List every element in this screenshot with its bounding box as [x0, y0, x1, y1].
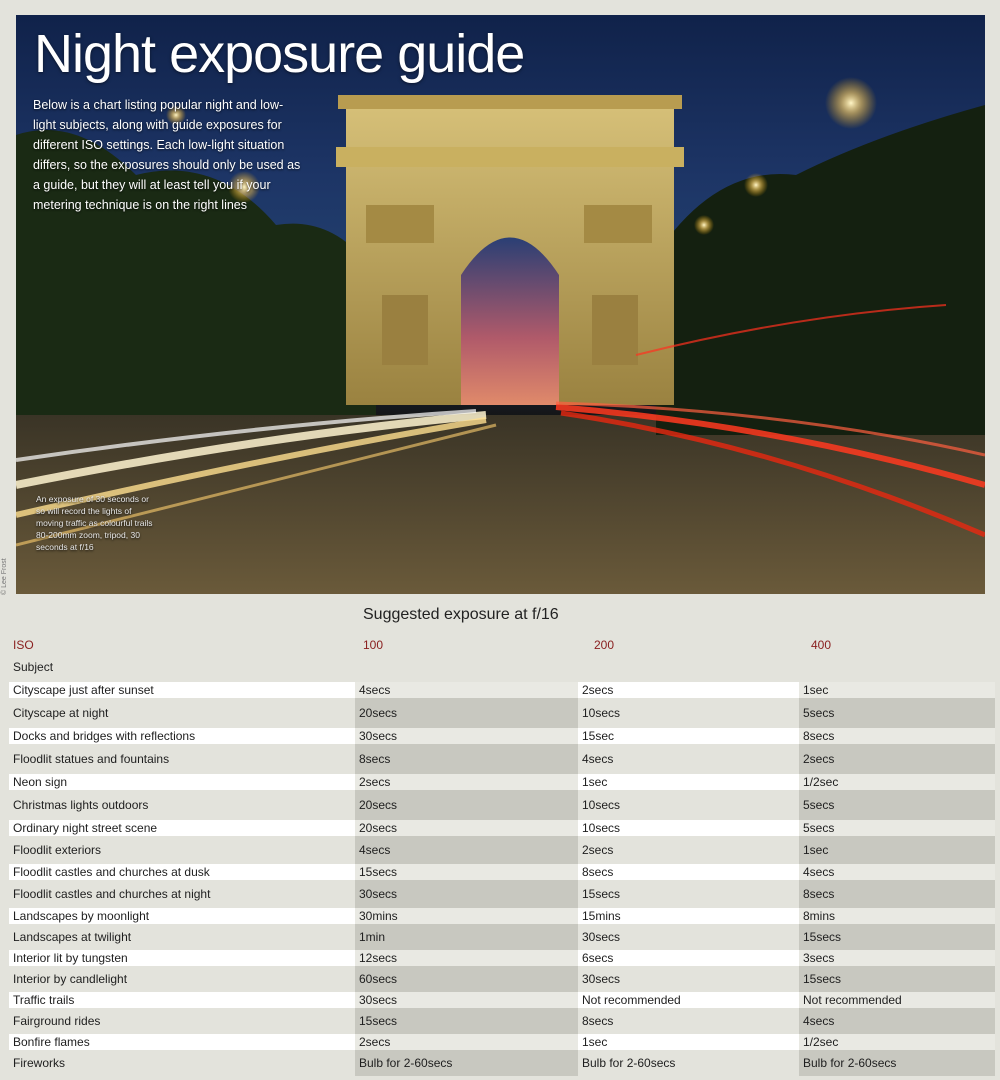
exposure-iso100: Bulb for 2-60secs: [355, 1050, 578, 1076]
table-row: [0, 698, 1000, 728]
iso-100-header: 100: [363, 638, 384, 652]
table-row: [0, 790, 1000, 820]
subject-cell: Floodlit castles and churches at dusk: [9, 864, 355, 880]
subject-cell: Fairground rides: [9, 1008, 355, 1034]
exposure-iso200: 10secs: [578, 790, 799, 820]
subject-cell: Ordinary night street scene: [9, 820, 355, 836]
table-row: [0, 950, 1000, 966]
table-row: [0, 1008, 1000, 1034]
exposure-iso200: 2secs: [578, 836, 799, 864]
subject-cell: Landscapes by moonlight: [9, 908, 355, 924]
exposure-iso200: 4secs: [578, 744, 799, 774]
exposure-iso100: 12secs: [355, 950, 578, 966]
exposure-iso400: 1sec: [799, 836, 995, 864]
exposure-iso100: 60secs: [355, 966, 578, 992]
subject-cell: Interior lit by tungsten: [9, 950, 355, 966]
table-row: [0, 966, 1000, 992]
table-row: [0, 774, 1000, 790]
exposure-iso100: 30mins: [355, 908, 578, 924]
exposure-iso100: 20secs: [355, 820, 578, 836]
subject-cell: Traffic trails: [9, 992, 355, 1008]
exposure-iso200: 15secs: [578, 880, 799, 908]
exposure-iso100: 15secs: [355, 864, 578, 880]
subject-cell: Floodlit castles and churches at night: [9, 880, 355, 908]
exposure-iso100: 2secs: [355, 1034, 578, 1050]
exposure-iso400: 2secs: [799, 744, 995, 774]
table-row: [0, 836, 1000, 864]
exposure-iso400: 8secs: [799, 880, 995, 908]
page-title: Night exposure guide: [34, 24, 525, 84]
subject-cell: Fireworks: [9, 1050, 355, 1076]
exposure-iso400: Bulb for 2-60secs: [799, 1050, 995, 1076]
photo-credit: © Lee Frost: [1, 558, 8, 595]
iso-400-header: 400: [811, 638, 832, 652]
exposure-iso100: 30secs: [355, 728, 578, 744]
exposure-iso400: 15secs: [799, 966, 995, 992]
exposure-iso400: 5secs: [799, 820, 995, 836]
table-row: [0, 820, 1000, 836]
table-row: [0, 1034, 1000, 1050]
exposure-iso100: 2secs: [355, 774, 578, 790]
exposure-iso200: 2secs: [578, 682, 799, 698]
exposure-iso100: 20secs: [355, 698, 578, 728]
exposure-iso400: 1/2sec: [799, 1034, 995, 1050]
table-row: [0, 1050, 1000, 1076]
subject-cell: Docks and bridges with reflections: [9, 728, 355, 744]
exposure-iso100: 8secs: [355, 744, 578, 774]
subject-cell: Cityscape just after sunset: [9, 682, 355, 698]
subject-label: Subject: [13, 660, 54, 674]
table-row: [0, 880, 1000, 908]
subject-cell: Floodlit exteriors: [9, 836, 355, 864]
subject-cell: Bonfire flames: [9, 1034, 355, 1050]
exposure-iso400: 1sec: [799, 682, 995, 698]
exposure-iso200: 1sec: [578, 1034, 799, 1050]
exposure-iso100: 4secs: [355, 836, 578, 864]
table-row: [0, 682, 1000, 698]
table-row: [0, 992, 1000, 1008]
exposure-iso400: 5secs: [799, 698, 995, 728]
exposure-iso200: 6secs: [578, 950, 799, 966]
exposure-iso200: Bulb for 2-60secs: [578, 1050, 799, 1076]
exposure-iso200: Not recommended: [578, 992, 799, 1008]
exposure-iso200: 30secs: [578, 924, 799, 950]
exposure-iso400: 1/2sec: [799, 774, 995, 790]
exposure-iso200: 10secs: [578, 698, 799, 728]
subject-cell: Cityscape at night: [9, 698, 355, 728]
table-row: [0, 728, 1000, 744]
exposure-iso400: 4secs: [799, 864, 995, 880]
exposure-iso400: 4secs: [799, 1008, 995, 1034]
exposure-iso100: 1min: [355, 924, 578, 950]
exposure-iso400: 8mins: [799, 908, 995, 924]
exposure-iso100: 30secs: [355, 992, 578, 1008]
exposure-iso400: 5secs: [799, 790, 995, 820]
exposure-iso400: 3secs: [799, 950, 995, 966]
exposure-iso200: 10secs: [578, 820, 799, 836]
exposure-iso100: 4secs: [355, 682, 578, 698]
exposure-iso400: 15secs: [799, 924, 995, 950]
exposure-iso400: Not recommended: [799, 992, 995, 1008]
exposure-iso100: 15secs: [355, 1008, 578, 1034]
exposure-iso100: 30secs: [355, 880, 578, 908]
table-row: [0, 908, 1000, 924]
iso-label: ISO: [13, 638, 34, 652]
table-row: [0, 744, 1000, 774]
table-row: [0, 864, 1000, 880]
table-row: [0, 924, 1000, 950]
exposure-iso400: 8secs: [799, 728, 995, 744]
subject-cell: Neon sign: [9, 774, 355, 790]
subject-cell: Christmas lights outdoors: [9, 790, 355, 820]
exposure-iso100: 20secs: [355, 790, 578, 820]
hero-photo: [16, 15, 985, 594]
iso-header-row: [0, 636, 1000, 654]
exposure-iso200: 30secs: [578, 966, 799, 992]
table-title: Suggested exposure at f/16: [363, 606, 559, 623]
subject-cell: Interior by candlelight: [9, 966, 355, 992]
iso-200-header: 200: [594, 638, 615, 652]
exposure-iso200: 15mins: [578, 908, 799, 924]
exposure-iso200: 8secs: [578, 1008, 799, 1034]
exposure-iso200: 1sec: [578, 774, 799, 790]
subject-cell: Floodlit statues and fountains: [9, 744, 355, 774]
exposure-iso200: 8secs: [578, 864, 799, 880]
intro-paragraph: Below is a chart listing popular night and low-light subjects, along with guide exposures for different ISO settings. Each low-light situation differs, so the exposures should only be used as a guide, but they will at least tell you if your metering technique is on the right lines: [33, 98, 301, 212]
photo-caption: An exposure of 30 seconds or so will record the lights of moving traffic as colourful trails 80-200mm zoom, tripod, 30 seconds at f/16: [36, 494, 153, 552]
subject-cell: Landscapes at twilight: [9, 924, 355, 950]
exposure-iso200: 15sec: [578, 728, 799, 744]
